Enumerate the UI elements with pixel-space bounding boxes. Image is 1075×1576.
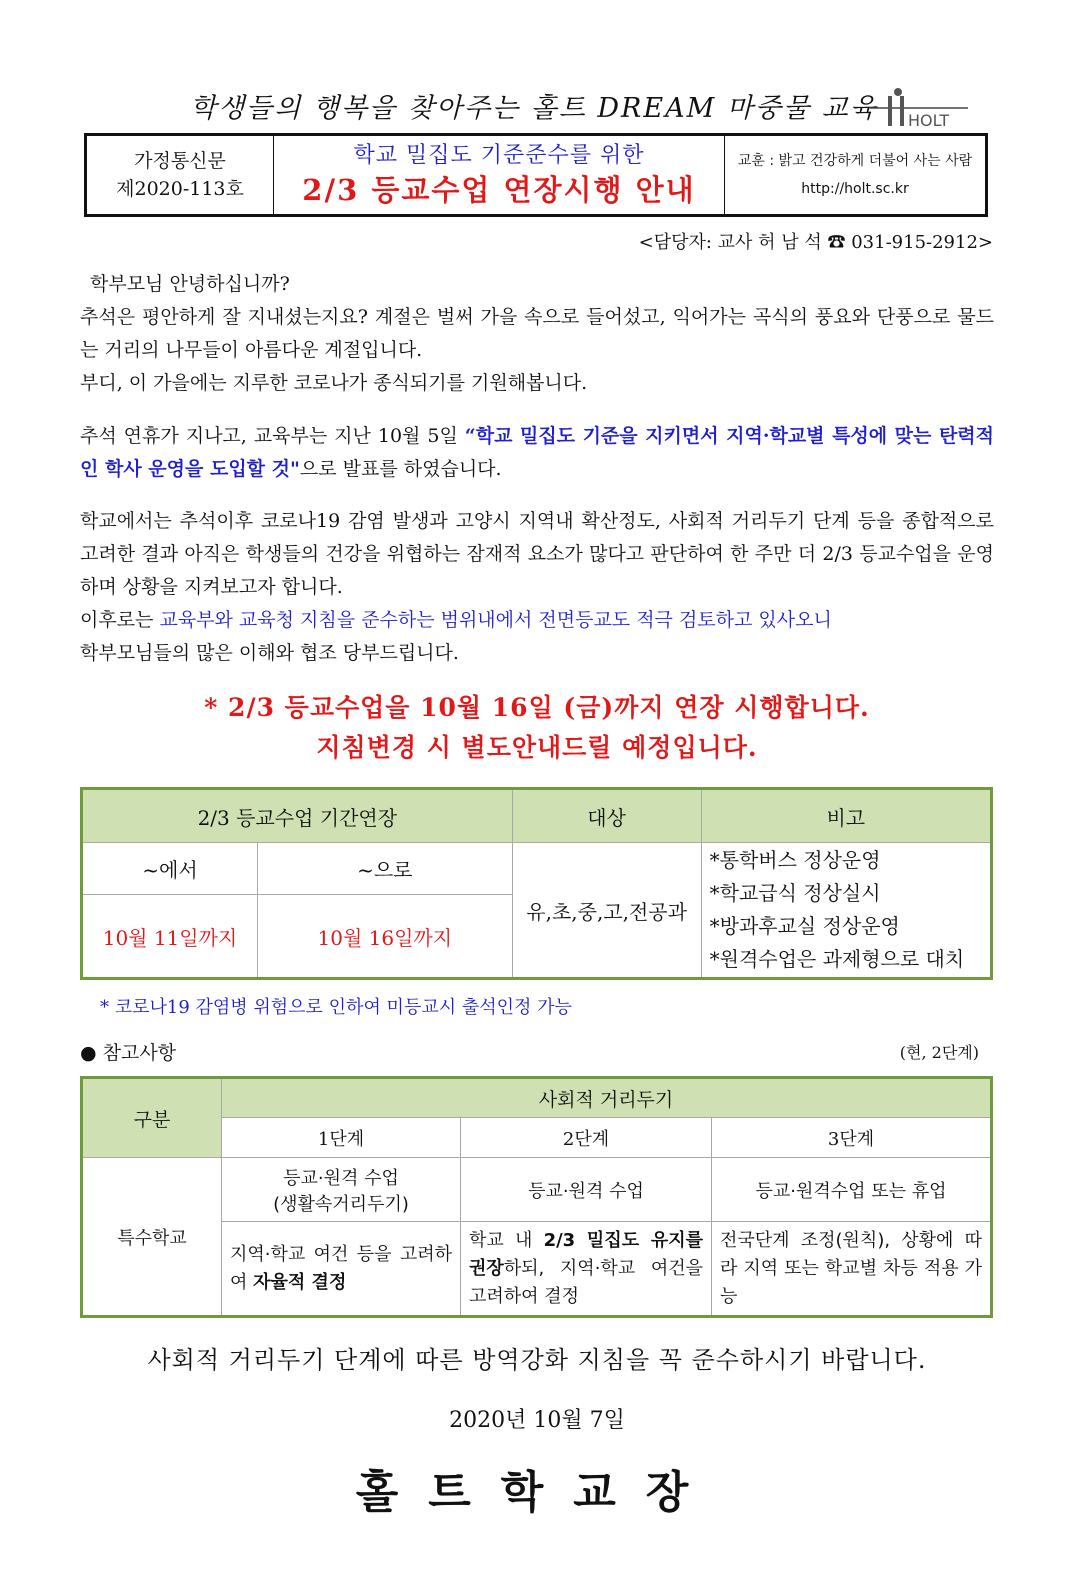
to-label: ~으로 — [258, 843, 513, 895]
announcement-highlight: “학교 밀집도 기준을 지키면서 지역·학교별 특성에 맞는 탄력적인 학사 운영을 도입할 것" — [80, 425, 995, 480]
contact-info: <담당자: 교사 허 남 석 ☎ 031-915-2912> — [638, 232, 993, 253]
logo-text: HOLT — [908, 111, 950, 130]
school-decision-paragraph — [80, 505, 994, 670]
target-value: 유,초,중,고,전공과 — [512, 843, 701, 979]
row-label: 특수학교 — [82, 1158, 222, 1317]
greeting-body: 추석은 평안하게 잘 지내셨는지요? 계절은 벌써 가을 속으로 들어섰고, 익어가는 곡식의 풍요와 단풍으로 물드는 거리의 나무들이 아름다운 계절입니다. — [80, 306, 994, 361]
stage-3-detail: 전국단계 조정(원칙), 상황에 따라 지역 또는 학교별 차등 적용 가능 — [712, 1222, 992, 1317]
closing-message: 사회적 거리두기 단계에 따른 방역강화 지침을 꼭 준수하시기 바랍니다. — [147, 1346, 927, 1374]
extension-table — [80, 787, 993, 980]
stage-3-header: 3단계 — [712, 1118, 992, 1158]
decision-text: 학교에서는 추석이후 코로나19 감염 발생과 고양시 지역내 확산정도, 사회적 거리두기 단계 등을 종합적으로 고려한 결과 아직은 학생들의 건강을 위협하는 잠재적 요소가 많다고 판단하여 한 주만 더 2/3 등교수업을 운영하며 상황을 지켜보고자 합니다. — [80, 510, 994, 598]
category-header: 구분 — [82, 1078, 222, 1158]
greeting-wish: 부디, 이 가을에는 지루한 코로나가 종식되기를 기원해봅니다. — [80, 372, 588, 394]
from-label: ~에서 — [82, 843, 258, 895]
stage-1-detail-bold: 자율적 결정 — [253, 1271, 347, 1293]
newsletter-info — [87, 136, 274, 214]
note-item: *방과후교실 정상운영 — [709, 914, 900, 938]
note-item: *원격수업은 과제형으로 대치 — [709, 947, 965, 971]
issue-date: 2020년 10월 7일 — [449, 1408, 625, 1433]
stage-2-detail — [461, 1222, 712, 1317]
stage-2-header: 2단계 — [461, 1118, 712, 1158]
header-target: 대상 — [512, 789, 701, 843]
stage-1-header: 1단계 — [222, 1118, 461, 1158]
greeting-paragraph — [80, 268, 994, 400]
current-stage: (현, 2단계) — [899, 1043, 979, 1062]
school-info — [725, 136, 985, 214]
slogan: 학생들의 행복을 찾아주는 홀트 DREAM 마중물 교육 — [190, 93, 878, 124]
holt-logo — [868, 86, 978, 132]
decision-line2-highlight: 교육부와 교육청 지침을 준수하는 범위내에서 전면등교도 적극 검토하고 있사오니 — [159, 609, 832, 631]
header-period: 2/3 등교수업 기간연장 — [82, 789, 513, 843]
from-value: 10월 11일까지 — [82, 895, 258, 979]
stage-3-mode: 등교·원격수업 또는 휴업 — [712, 1158, 992, 1222]
stage-2-detail-bold: 2/3 밀집도 유지를 권장 — [469, 1229, 703, 1279]
announcement-suffix: 으로 발표를 하였습니다. — [299, 458, 502, 480]
principal-signature: 홀트학교장 — [355, 1467, 719, 1518]
stage-1-detail-text: 지역·학교 여건 등을 고려하여 — [230, 1243, 452, 1293]
stage-2-mode: 등교·원격 수업 — [461, 1158, 712, 1222]
header-note: 비고 — [701, 789, 991, 843]
greeting-line: 학부모님 안녕하십니까? — [90, 273, 290, 295]
covid-note: * 코로나19 감염병 위험으로 인하여 미등교시 출석인정 가능 — [100, 997, 572, 1018]
notice-line-1: * 2/3 등교수업을 10월 16일 (금)까지 연장 시행합니다. — [204, 693, 870, 722]
newsletter-title: 2/3 등교수업 연장시행 안내 — [302, 173, 696, 207]
announcement-prefix: 추석 연휴가 지나고, 교육부는 지난 10월 5일 — [80, 425, 465, 447]
school-motto: 교훈 : 밝고 건강하게 더불어 사는 사람 — [737, 153, 973, 169]
newsletter-number: 제2020-113호 — [116, 178, 244, 200]
decision-line3: 학부모님들의 많은 이해와 협조 당부드립니다. — [80, 642, 459, 664]
stage-1-detail — [222, 1222, 461, 1317]
decision-line2-prefix: 이후로는 — [80, 609, 160, 631]
school-url[interactable]: http://holt.sc.kr — [801, 181, 909, 197]
reference-title: ● 참고사항 — [80, 1042, 177, 1064]
announcement-paragraph — [80, 420, 994, 486]
note-item: *학교급식 정상실시 — [709, 881, 881, 905]
to-value: 10월 16일까지 — [258, 895, 513, 979]
distancing-header: 사회적 거리두기 — [222, 1078, 992, 1118]
newsletter-type: 가정통신문 — [134, 150, 226, 172]
distancing-table — [80, 1076, 993, 1318]
newsletter-heading — [274, 136, 725, 214]
newsletter-subtitle: 학교 밀집도 기준준수를 위한 — [353, 143, 645, 168]
note-item: *통학버스 정상운영 — [709, 848, 881, 872]
stage-2-detail-suffix: 하되, 지역·학교 여건을 고려하여 결정 — [469, 1257, 703, 1307]
stage-1-mode-line1: 등교·원격 수업 — [283, 1167, 399, 1189]
notice-line-2: 지침변경 시 별도안내드릴 예정입니다. — [316, 733, 758, 762]
header-box — [84, 133, 988, 217]
stage-1-mode — [222, 1158, 461, 1222]
stage-2-detail-prefix: 학교 내 — [469, 1229, 544, 1251]
stage-1-mode-line2: (생활속거리두기) — [273, 1193, 409, 1215]
notes-list — [701, 843, 991, 979]
